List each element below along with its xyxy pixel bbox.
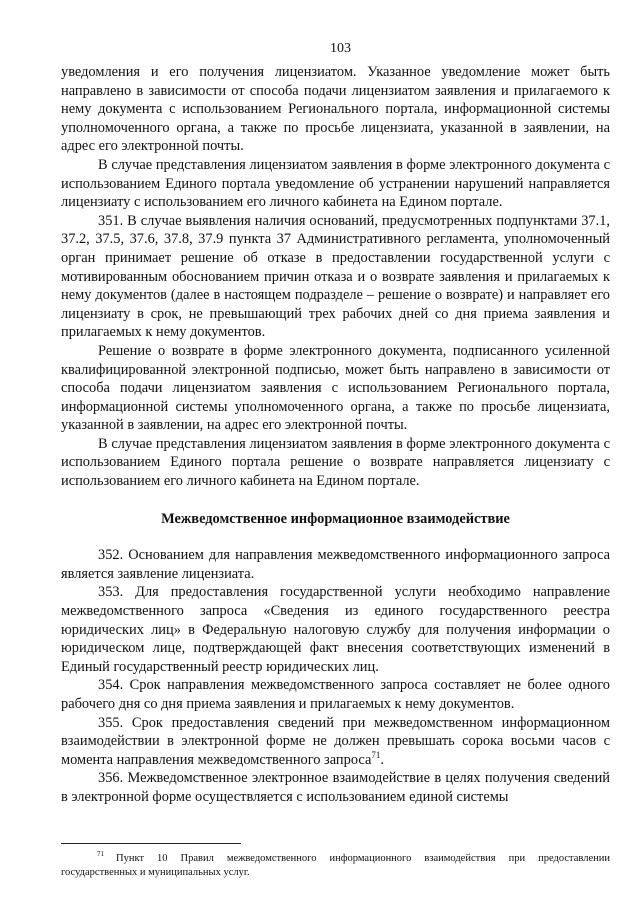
paragraph: Решение о возврате в форме электронного документа, подписанного усиленной квалифицированной электронной подписью, может быть направлено в зависимости от способа подачи лицензиатом заявления с использованием Регионального портала, информационной системы уполномоченного органа, а также по просьбе лицензиата, указанной в заявлении, на адрес его электронной почты. [61,342,610,434]
paragraph-352: 352. Основанием для направления межведомственного информационного запроса является заявление лицензиата. [61,547,610,582]
footnote [61,852,610,880]
paragraph-355-tail: . [380,751,384,768]
body-text [61,63,610,807]
paragraph-355-text: 355. Срок предоставления сведений при межведомственном информационном взаимодействии в электронной форме не должен превышать сорока восьми часов с момента направления межведомственного запроса [61,714,610,768]
footnote-divider [61,843,241,844]
paragraph-355 [61,714,610,770]
footnote-reference: 71 [371,749,381,760]
paragraph-354: 354. Срок направления межведомственного запроса составляет не более одного рабочего дня со дня приема заявления и прилагаемых к нему документов. [61,677,610,712]
paragraph: В случае представления лицензиатом заявления в форме электронного документа с использованием Единого портала уведомление об устранении нарушений направляется лицензиату с использованием его личного кабинета на Едином портале. [61,156,610,211]
footnote-mark: 71 [97,850,104,859]
page-number: 103 [330,41,351,56]
paragraph: В случае представления лицензиатом заявления в форме электронного документа с использованием Единого портала решение о возврате направляется лицензиату с использованием его личного кабинета на Едином портале. [61,435,610,490]
section-heading: Межведомственное информационное взаимодействие [161,510,510,527]
paragraph-356: 356. Межведомственное электронное взаимодействие в целях получения сведений в электронной форме осуществляется с использованием единой системы [61,770,610,805]
paragraph-351: 351. В случае выявления наличия оснований, предусмотренных подпунктами 37.1, 37.2, 37.5, 37.6, 37.8, 37.9 пункта 37 Административного регламента, уполномоченный орган принимает решение об отказе в предоставлении государственной услуги с мотивированным обоснованием причин отказа и о возврате заявления и прилагаемых к нему документов (далее в настоящем подразделе – решение о возврате) и направляет его лицензиату в срок, не превышающий трех рабочих дней со дня приема заявления и прилагаемых к нему документов. [61,212,610,341]
paragraph-353: 353. Для предоставления государственной услуги необходимо направление межведомственного запроса «Сведения из единого государственного реестра юридических лиц» в Федеральную налоговую службу для получения информации о юридическом лице, подтверждающей факт внесения соответствующих изменений в Единый государственный реестр юридических лиц. [61,584,610,675]
footnote-text: Пункт 10 Правил межведомственного информационного взаимодействия при предоставлении государственных и муниципальных услуг. [61,852,610,878]
paragraph: уведомления и его получения лицензиатом. Указанное уведомление может быть направлено в зависимости от способа подачи лицензиатом заявления и прилагаемого к нему документа с использованием Регионального портала, информационной системы уполномоченного органа, а также по просьбе лицензиата, указанной в заявлении, на адрес его электронной почты. [61,64,610,155]
